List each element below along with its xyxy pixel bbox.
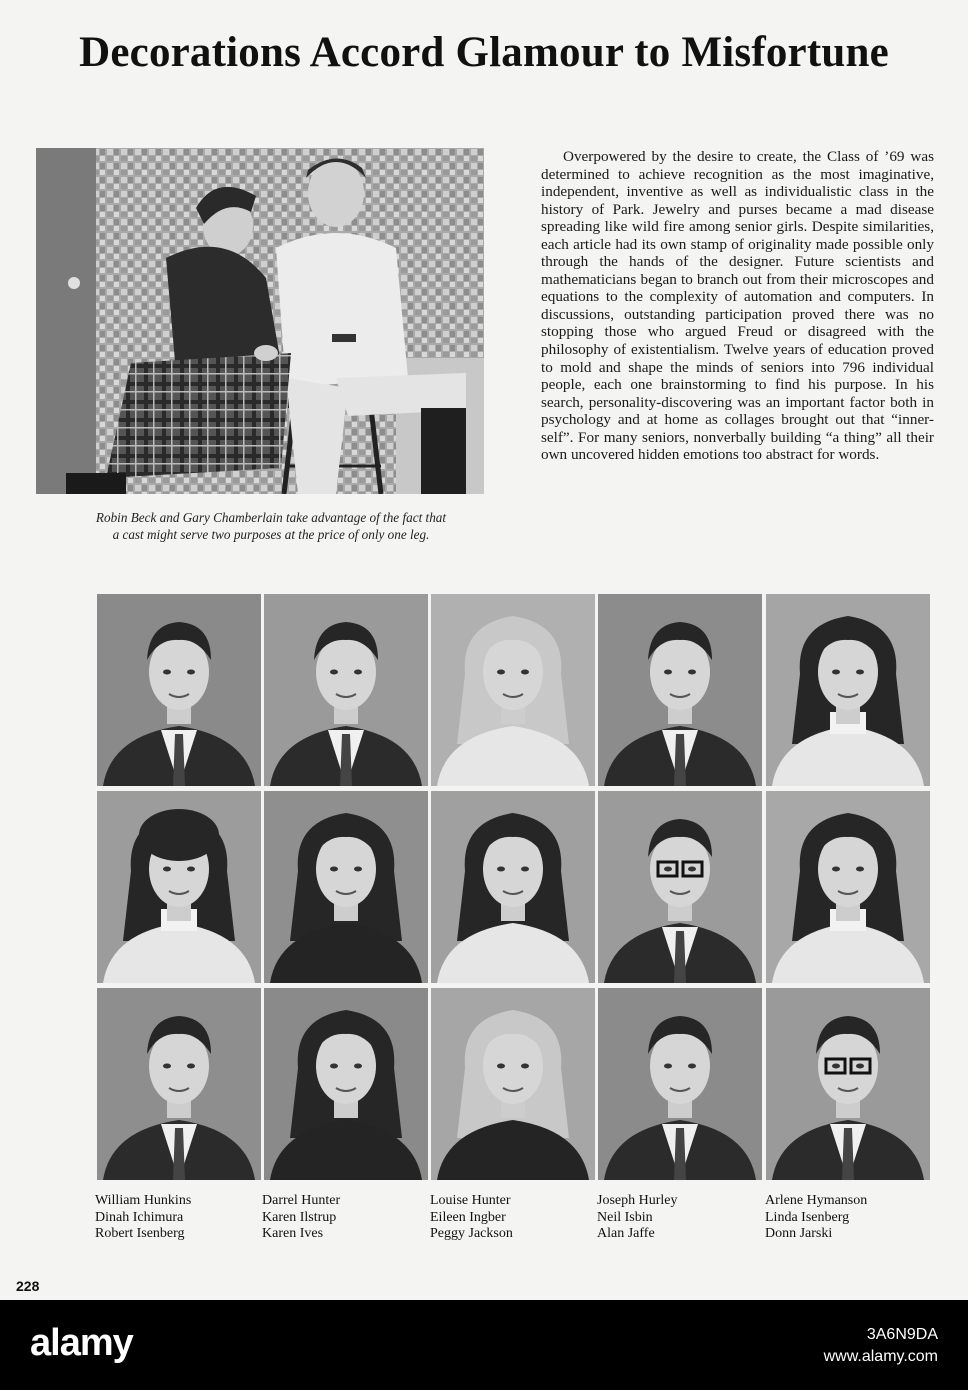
student-name: William Hunkins <box>95 1193 192 1208</box>
name-column <box>430 1193 513 1243</box>
student-portrait <box>264 988 428 1180</box>
feature-photo <box>36 148 484 494</box>
caption-line-1: Robin Beck and Gary Chamberlain take advantage of the fact that <box>95 510 447 525</box>
watermark-footer <box>0 1300 968 1390</box>
student-portrait <box>431 594 595 786</box>
name-list <box>0 1193 968 1253</box>
student-portrait <box>431 791 595 983</box>
article-body: Overpowered by the desire to create, the Class of ’69 was determined to achieve recognition as the most imaginative, independent, inventive as well as individualistic class in the history of Park. Jewelry and purses became a mad disease spreading like wild fire among senior girls. Despite similarities, each article had its own stamp of originality made possible only through the hands of the designer. Future scientists and mathematicians began to branch out from their microscopes and equations to the complexity of automation and computers. In discussions, outstanding participation proved there was no stopping those who argued Freud or disagreed with the philosophy of existentialism. Twelve years of education proved to mold and shape the minds of seniors into 796 individual people, each one brainstorming to find his purpose. In his search, personality-discovering was an important factor both in psychology and at home as collages brought out that “inner-self”. For many seniors, nonverbally building “a thing” all their own uncovered hidden emotions too abstract for words. <box>541 148 934 464</box>
page-headline: Decorations Accord Glamour to Misfortune <box>79 29 889 76</box>
feature-photo-caption <box>36 509 506 543</box>
student-name: Linda Isenberg <box>765 1209 850 1225</box>
page-number: 228 <box>16 1278 40 1294</box>
student-portrait <box>598 594 762 786</box>
student-portrait <box>431 988 595 1180</box>
student-portrait <box>598 988 762 1180</box>
name-column <box>262 1193 340 1243</box>
name-column <box>765 1193 867 1243</box>
student-name: Peggy Jackson <box>430 1226 513 1241</box>
student-name: Dinah Ichimura <box>95 1209 184 1225</box>
student-portrait <box>264 791 428 983</box>
caption-line-2: a cast might serve two purposes at the price of only one leg. <box>112 527 430 542</box>
student-name: Karen Ives <box>262 1226 324 1241</box>
student-name: Joseph Hurley <box>597 1193 678 1208</box>
student-name: Alan Jaffe <box>597 1226 655 1241</box>
student-name: Karen Ilstrup <box>262 1209 337 1225</box>
student-name: Donn Jarski <box>765 1226 833 1241</box>
alamy-logo: alamy <box>30 1322 133 1364</box>
image-credit <box>824 1324 938 1368</box>
student-name: Darrel Hunter <box>262 1193 341 1208</box>
site-url: www.alamy.com <box>823 1348 938 1365</box>
name-column <box>95 1193 191 1243</box>
student-portrait <box>264 594 428 786</box>
image-id: 3A6N9DA <box>866 1326 938 1343</box>
student-name: Louise Hunter <box>430 1193 511 1208</box>
student-portrait <box>598 791 762 983</box>
student-name: Robert Isenberg <box>95 1226 185 1241</box>
portrait-grid <box>97 594 934 1180</box>
feature-photo-image <box>36 148 484 494</box>
student-name: Arlene Hymanson <box>765 1193 868 1208</box>
student-name: Neil Isbin <box>597 1209 653 1225</box>
student-name: Eileen Ingber <box>430 1209 506 1225</box>
student-portrait <box>766 988 930 1180</box>
student-portrait <box>97 988 261 1180</box>
student-portrait <box>766 594 930 786</box>
student-portrait <box>97 594 261 786</box>
student-portrait <box>97 791 261 983</box>
student-portrait <box>766 791 930 983</box>
name-column <box>597 1193 678 1243</box>
